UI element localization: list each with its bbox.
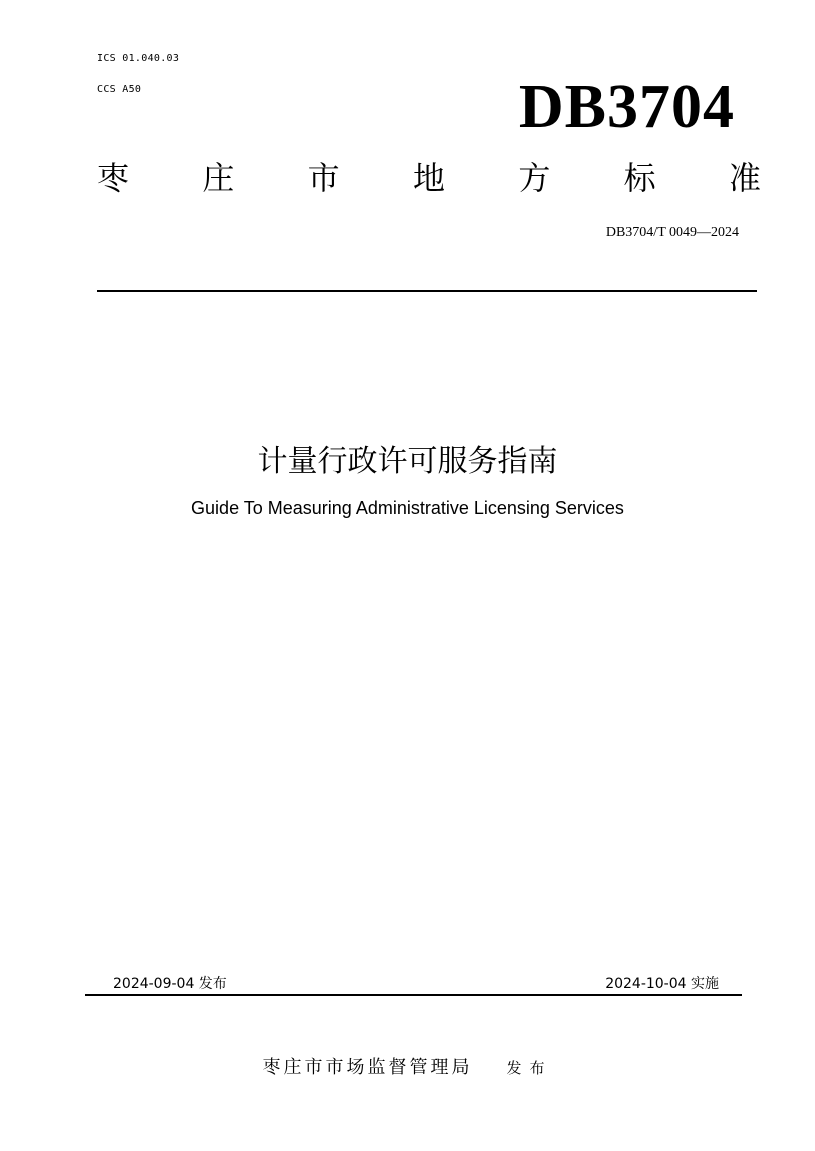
ics-code: ICS 01.040.03 bbox=[97, 53, 180, 64]
footer-divider bbox=[85, 994, 742, 996]
standard-type-char: 枣 bbox=[97, 159, 130, 197]
implementation-date: 2024-10-04 实施 bbox=[605, 976, 719, 992]
issue-date: 2024-09-04 发布 bbox=[113, 976, 227, 992]
issuer-line bbox=[0, 1056, 815, 1080]
standard-type-heading bbox=[97, 158, 761, 198]
ccs-code: CCS A50 bbox=[97, 84, 142, 95]
issuer-action: 发布 bbox=[506, 1059, 553, 1077]
standard-type-char: 庄 bbox=[202, 159, 235, 197]
document-title-chinese: 计量行政许可服务指南 bbox=[257, 444, 558, 479]
standard-type-char: 地 bbox=[412, 159, 445, 197]
header-divider bbox=[97, 290, 757, 292]
standard-number: DB3704/T 0049—2024 bbox=[605, 225, 739, 240]
standard-type-char: 准 bbox=[728, 159, 761, 197]
standard-code: DB3704 bbox=[518, 73, 735, 141]
standard-type-char: 市 bbox=[307, 159, 340, 197]
standard-type-char: 方 bbox=[518, 159, 551, 197]
document-title-english: Guide To Measuring Administrative Licensing Services bbox=[191, 498, 624, 518]
issuer-name: 枣庄市市场监督管理局 bbox=[262, 1057, 473, 1078]
standard-type-char: 标 bbox=[623, 159, 656, 197]
